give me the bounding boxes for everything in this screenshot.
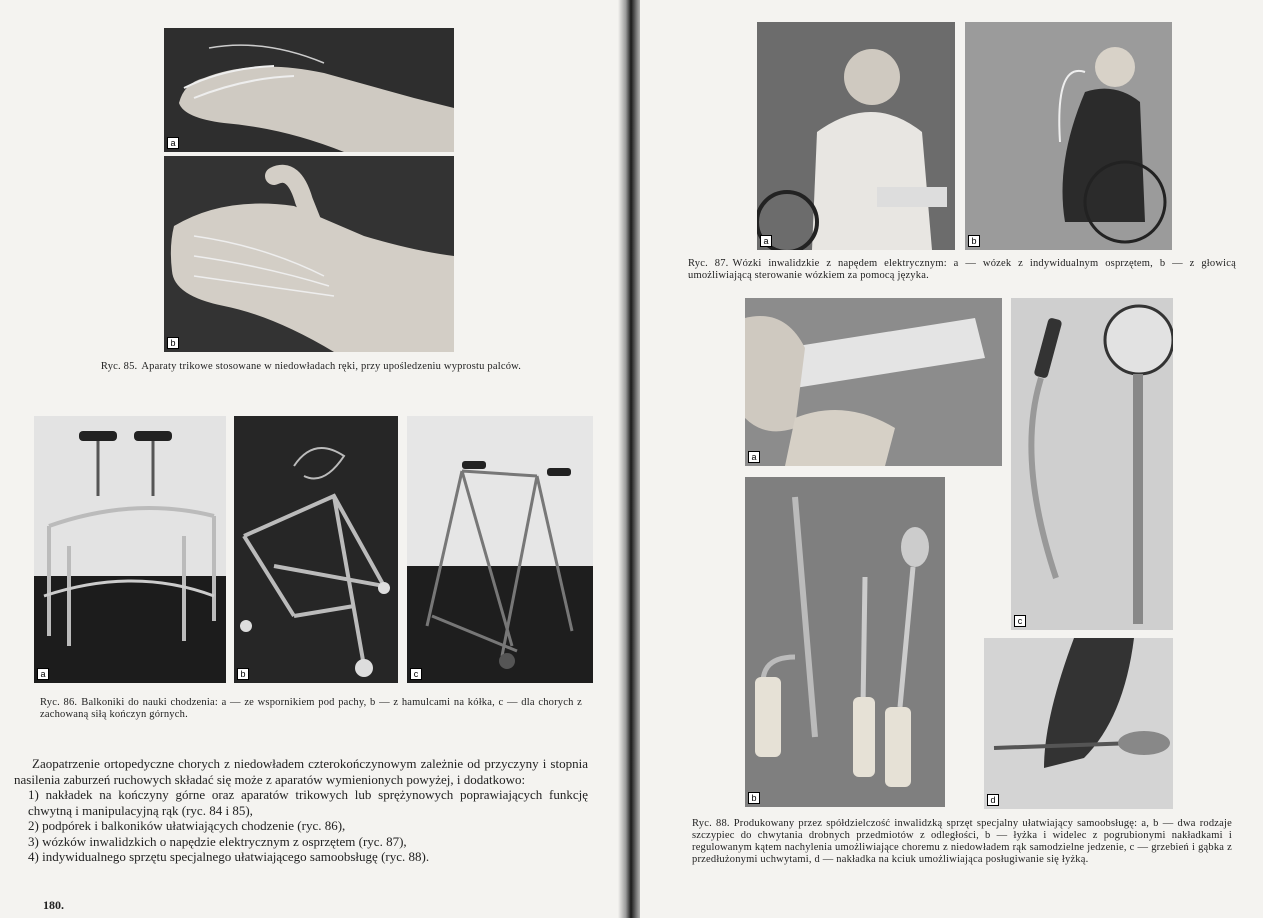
fig86-caption-text: Balkoniki do nauki chodzenia: a — ze wspornikiem pod pachy, b — z hamulcami na kółka, c — dla chorych z zachowaną siłą kończyn górnych. bbox=[40, 697, 583, 720]
fig85-photo-b bbox=[164, 156, 454, 352]
fig88-photo-d bbox=[984, 638, 1173, 809]
body-list-item: 1) nakładek na kończyny górne oraz aparatów trikowych lub sprężynowych poprawiających funkcję chwytną i manipulacyjną rąk (ryc. 84 i 85), bbox=[28, 787, 588, 818]
walker-upper-limb-illustration bbox=[407, 416, 593, 683]
fig88-caption-text: Produkowany przez spółdzielczość inwalidzką sprzęt specjalny ułatwiający samoobsługę: a, b — dwa rodzaje szczypiec do chwytania drobnych przedmiotów z odległości, b — łyżka i widelec z pogrubionymi nakładkami i regulowanym kątem nachylenia umożliwiające choremu z niedowładem rąk samodzielne jedzenie, c — grzebień i gąbka z przedłużonymi uchwytami, d — nakładka na kciuk umożliwiająca posługiwanie się łyżką. bbox=[692, 818, 1233, 865]
fig88-panel-b-label: b bbox=[748, 792, 760, 804]
fig87-photo-a bbox=[757, 22, 955, 250]
hand-splint-illustration-a bbox=[164, 28, 454, 152]
fig85-caption-text: Aparaty trikowe stosowane w niedowładach ręki, przy upośledzeniu wyprostu palców. bbox=[141, 361, 522, 372]
fig86-caption bbox=[40, 697, 582, 721]
fig85-photo-a bbox=[164, 28, 454, 152]
fig85-panel-b-label: b bbox=[167, 337, 179, 349]
cutlery-illustration bbox=[745, 477, 945, 807]
hand-splint-illustration-b bbox=[164, 156, 454, 352]
body-list-item: 3) wózków inwalidzkich o napędzie elektrycznym z osprzętem (ryc. 87), bbox=[28, 833, 407, 849]
fig87-caption-number: Ryc. 87. bbox=[688, 258, 729, 269]
fig86-photo-c bbox=[407, 416, 593, 683]
walker-armpit-illustration bbox=[34, 416, 226, 683]
fig86-panel-c-label: c bbox=[410, 668, 422, 680]
fig88-photo-c bbox=[1011, 298, 1173, 630]
fig88-panel-a-label: a bbox=[748, 451, 760, 463]
wheelchair-man-illustration bbox=[757, 22, 955, 250]
fig88-panel-d-label: d bbox=[987, 794, 999, 806]
fig85-caption-number: Ryc. 85. bbox=[100, 361, 138, 372]
fig87-caption bbox=[688, 258, 1236, 282]
fig87-photo-b bbox=[965, 22, 1172, 250]
fig86-panel-b-label: b bbox=[237, 668, 249, 680]
fig86-panel-a-label: a bbox=[37, 668, 49, 680]
comb-sponge-illustration bbox=[1011, 298, 1173, 630]
fig86-photo-b bbox=[234, 416, 398, 683]
fig85-panel-a-label: a bbox=[167, 137, 179, 149]
body-text bbox=[14, 756, 588, 865]
fig86-caption-number: Ryc. 86. bbox=[40, 697, 78, 708]
walker-brakes-illustration bbox=[234, 416, 398, 683]
body-list-item: 2) podpórek i balkoników ułatwiających chodzenie (ryc. 86), bbox=[28, 818, 346, 833]
fig85-caption bbox=[40, 361, 582, 373]
fig88-caption bbox=[692, 818, 1232, 866]
reacher-tongs-illustration bbox=[745, 298, 1002, 466]
fig88-panel-c-label: c bbox=[1014, 615, 1026, 627]
page-number: 180. bbox=[43, 898, 64, 912]
body-paragraph: Zaopatrzenie ortopedyczne chorych z niedowładem czterokończynowym zależnie od przyczyny i stopnia nasilenia zaburzeń ruchowych składać się może z aparatów wymienionych powyżej, i dodatkowo: bbox=[14, 756, 588, 787]
fig88-photo-a bbox=[745, 298, 1002, 466]
fig87-caption-text: Wózki inwalidzkie z napędem elektrycznym: a — wózek z indywidualnym osprzętem, b — z głowicą umożliwiającą sterowanie wózkiem za pomocą języka. bbox=[688, 258, 1236, 281]
right-page bbox=[640, 0, 1263, 918]
left-page bbox=[0, 0, 624, 918]
fig87-panel-a-label: a bbox=[760, 235, 772, 247]
fig87-panel-b-label: b bbox=[968, 235, 980, 247]
fig88-photo-b bbox=[745, 477, 945, 807]
fig86-photo-a bbox=[34, 416, 226, 683]
wheelchair-woman-illustration bbox=[965, 22, 1172, 250]
fig88-caption-number: Ryc. 88. bbox=[692, 818, 730, 829]
thumb-spoon-illustration bbox=[984, 638, 1173, 809]
body-list-item: 4) indywidualnego sprzętu specjalnego ułatwiającego samoobsługę (ryc. 88). bbox=[28, 849, 430, 864]
